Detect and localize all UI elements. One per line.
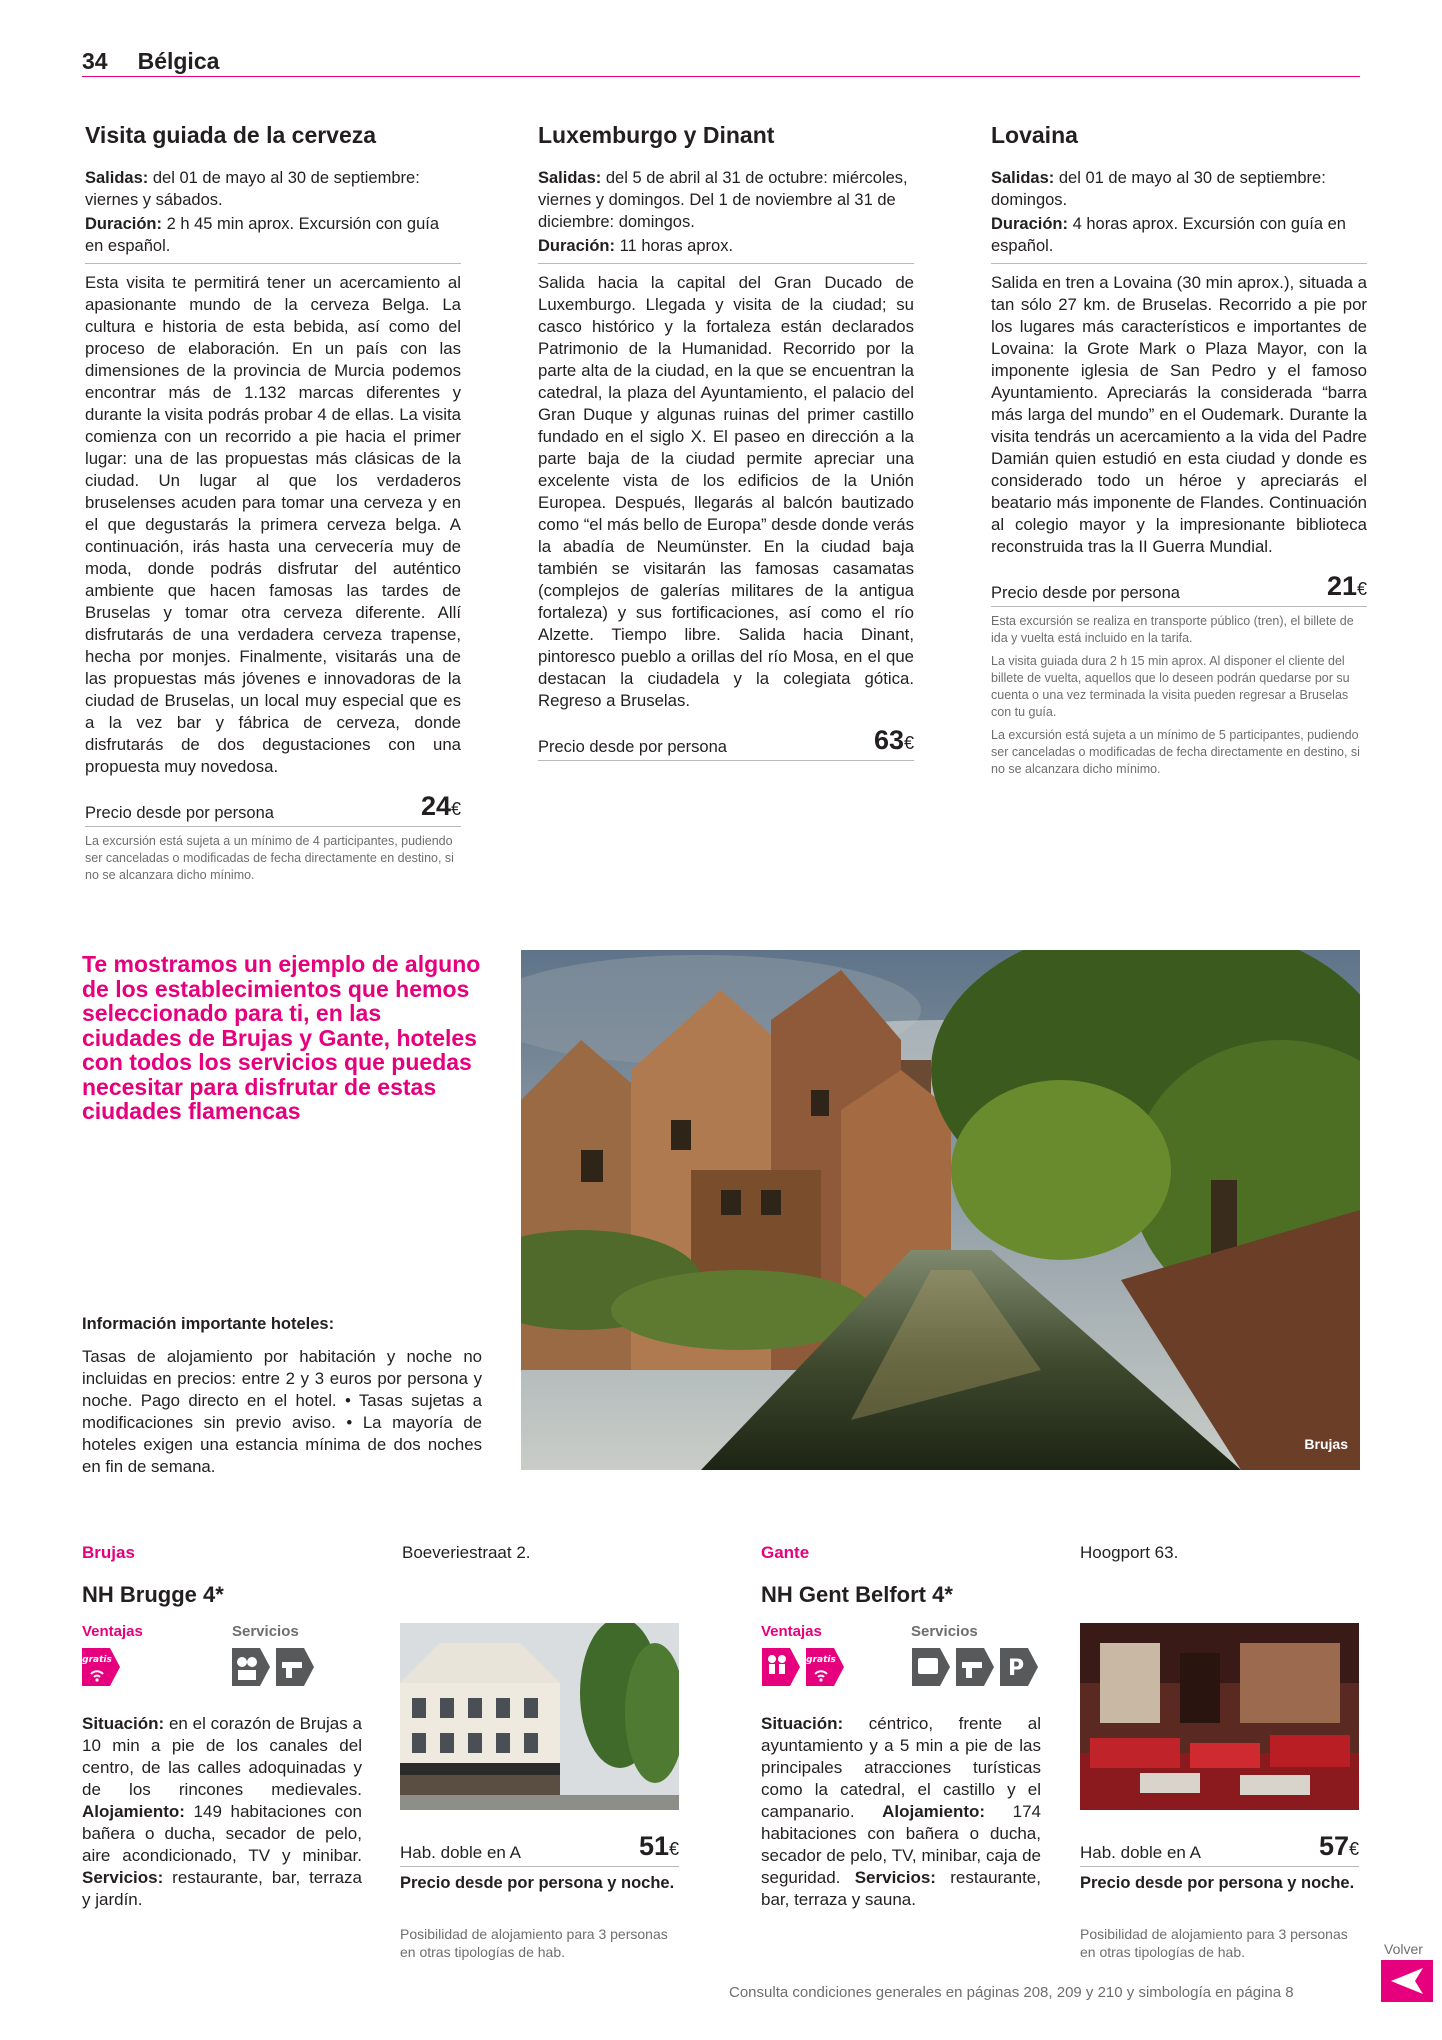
duration-text: 11 horas aprox. [615, 237, 734, 255]
excursion-meta: Salidas: del 5 de abril al 31 de octubre: miércoles, viernes y domingos. Del 1 de noviembre al 31 de diciembre: domingos. Duración: 11 horas aprox. [538, 169, 908, 255]
hotel-price: 57€ [1318, 1831, 1359, 1861]
room-service-icon [954, 1646, 996, 1688]
hotel-info-title: Información importante hoteles: [82, 1315, 335, 1333]
hotel-name: NH Brugge 4* [82, 1582, 224, 1607]
hotel-photo-gent [1080, 1623, 1359, 1810]
page-header [82, 48, 219, 75]
hotel-price-row [1080, 1832, 1359, 1867]
svg-text:P: P [1007, 1656, 1025, 1681]
price-value: 24€ [420, 791, 461, 821]
tv-icon [910, 1646, 952, 1688]
excursion-title: Luxemburgo y Dinant [538, 122, 775, 148]
hotel-photo-brugge [400, 1623, 679, 1810]
departures-text: del 5 de abril al 31 de octubre: miércoles, viernes y domingos. Del 1 de noviembre al 31 de diciembre: domingos. [538, 169, 908, 231]
excursion-note: La excursión está sujeta a un mínimo de 5 participantes, pudiendo ser canceladas o modificadas de fecha directamente en destino, si no se alcanzara dicho mínimo. [991, 728, 1360, 776]
divider [85, 263, 461, 264]
excursion-note: Esta excursión se realiza en transporte público (tren), el billete de ida y vuelta está incluido en la tarifa. [991, 614, 1354, 645]
price-label: Precio desde por persona [991, 584, 1180, 602]
page-title: Bélgica [137, 48, 220, 74]
divider [991, 263, 1367, 264]
advantages-label: Ventajas [82, 1623, 143, 1640]
page-number: 34 [82, 48, 108, 74]
svg-text:gratis: gratis [82, 1655, 112, 1665]
hotel-lobby-illustration [1080, 1623, 1359, 1810]
excursion-description: Salida hacia la capital del Gran Ducado de Luxemburgo. Llegada y visita de la ciudad; su casco histórico y la fortaleza están declarados Patrimonio de la Humanidad. Recorrido por la parte alta de la ciudad, en la que se encuentran la catedral, la plaza del Ayuntamiento, el palacio del Gran Duque y algunas ruinas del primer castillo fundado en el siglo X. El paseo en dirección a la parte baja de la ciudad permite apreciar una excelente vista de los edificios de la Unión Europea. Después, llegarás al balcón bautizado como “el más bello de Europa” desde donde verás la abadía de Neumünster. En la ciudad baja también se visitarán las famosas casamatas (complejos de galerías militares de la antigua fortaleza) y sus fortificaciones, así como el río Alzette. Tiempo libre. Salida hacia Dinant, pintoresco pueblo a orillas del río Mosa, en el que destacan la ciudadela y la colegiata gótica. Regreso a Bruselas. [538, 273, 914, 710]
excursion-meta: Salidas: del 01 de mayo al 30 de septiembre: domingos. Duración: 4 horas aprox. Excursión con guía en español. [991, 169, 1346, 255]
duration-text: 2 h 45 min aprox. Excursión con guía en español. [85, 215, 440, 255]
footer-conditions: Consulta condiciones generales en páginas 208, 209 y 210 y simbología en página 8 [729, 1984, 1294, 2001]
excursion-title: Lovaina [991, 122, 1078, 148]
price-value: 21€ [1326, 571, 1367, 601]
excursion-note: La visita guiada dura 2 h 15 min aprox. Al disponer el cliente del billete de vuelta, aquellos que lo deseen podrán quedarse por su cuenta o una vez terminada la visita pueden regresar a Bruselas con tu guía. [991, 654, 1350, 719]
bruges-canal-illustration [521, 950, 1360, 1470]
back-arrow-icon [1381, 1960, 1433, 2002]
hotel-info-text: Tasas de alojamiento por habitación y noche no incluidas en precios: entre 2 y 3 euros por persona y noche. Pago directo en el hotel. • Tasas sujetas a modificaciones sin previo aviso. • La mayoría de hoteles exigen una estancia mínima de dos noches en fin de semana. [82, 1347, 482, 1476]
back-label[interactable]: Volver [1384, 1941, 1423, 1957]
departures-text: del 01 de mayo al 30 de septiembre: viernes y sábados. [85, 169, 420, 209]
price-row [991, 572, 1367, 607]
price-description: Precio desde por persona y noche. [400, 1874, 675, 1892]
room-label: Hab. doble en A [400, 1843, 522, 1862]
hotel-address: Hoogport 63. [1080, 1543, 1179, 1562]
restaurant-icon [230, 1646, 272, 1688]
ninos-descuento-icon [760, 1646, 802, 1688]
header-divider [82, 76, 1360, 77]
price-label: Precio desde por persona [538, 738, 727, 756]
hotel-city: Brujas [82, 1543, 135, 1562]
parking-icon [998, 1646, 1040, 1688]
wifi-gratis-icon [804, 1646, 846, 1688]
room-label: Hab. doble en A [1080, 1843, 1202, 1862]
excursion-description: Salida en tren a Lovaina (30 min aprox.), situada a tan sólo 27 km. de Bruselas. Recorrido a pie por los lugares más característicos e importantes de Lovaina: la Grote Mark o Plaza Mayor, con la imponente iglesia de San Pedro y el famoso Ayuntamiento. Apreciarás la considerada “barra más larga del mundo” en el Oudemark. Durante la visita tendrás un acercamiento a la vida del Padre Damián quien estudió en esta ciudad y donde es considerado todo un héroe y apreciarás el beatario más imponente de Flandes. Continuación al colegio mayor y la impresionante biblioteca reconstruida tras la II Guerra Mundial. [991, 273, 1367, 556]
photo-caption: Brujas [1304, 1436, 1348, 1452]
svg-text:gratis: gratis [806, 1655, 836, 1665]
excursion-meta: Salidas: del 01 de mayo al 30 de septiembre: viernes y sábados. Duración: 2 h 45 min aprox. Excursión con guía en español. [85, 169, 440, 255]
hotel-address: Boeveriestraat 2. [402, 1543, 531, 1562]
excursion-description: Esta visita te permitirá tener un acercamiento al apasionante mundo de la cerveza Belga. La cultura e historia de esta bebida, así como del proceso de elaboración. En un país con las dimensiones de la provincia de Murcia podemos encontrar más de 1.132 marcas diferentes y durante la visita podrás probar 4 de ellas. La visita comienza con un recorrido a pie hacia el primer lugar: una de las propuestas más clásicas de la ciudad. Un lugar al que los verdaderos bruselenses acuden para tomar una cerveza y en el que degustarás la primera cerveza belga. A continuación, irás hasta una cervecería muy de moda, donde podrás disfrutar del auténtico ambiente que hacen famosas las tardes de Bruselas y tomar otra cerveza diferente. Allí disfrutarás de una verdadera cerveza trapense, hecha por monjes. Finalmente, visitarás una de las propuestas más jóvenes e innovadoras de la ciudad de Bruselas, un local muy especial que es a la vez bar y fábrica de cerveza, donde disfrutarás de dos degustaciones con una propuesta muy novedosa. [85, 273, 461, 776]
room-service-icon [274, 1646, 316, 1688]
hotel-price: 51€ [638, 1831, 679, 1861]
hotel-info [82, 1315, 482, 1478]
hotel-name: NH Gent Belfort 4* [761, 1582, 953, 1607]
excursion-title: Visita guiada de la cerveza [85, 122, 377, 148]
excursion-luxembourg-dinant [538, 122, 914, 761]
hotel-city: Gante [761, 1543, 810, 1562]
departures-text: del 01 de mayo al 30 de septiembre: domingos. [991, 169, 1326, 209]
price-row [538, 726, 914, 761]
services-label: Servicios [232, 1623, 299, 1640]
excursion-beer-tour [85, 122, 461, 884]
price-row [85, 792, 461, 827]
excursion-leuven [991, 122, 1367, 778]
divider [538, 263, 914, 264]
price-value: 63€ [873, 725, 914, 755]
hotel-price-row [400, 1832, 679, 1867]
back-button[interactable] [1381, 1960, 1433, 2002]
excursion-note: La excursión está sujeta a un mínimo de 4 participantes, pudiendo ser canceladas o modificadas de fecha directamente en destino, si no se alcanzara dicho mínimo. [85, 834, 454, 882]
price-description: Precio desde por persona y noche. [1080, 1874, 1355, 1892]
services-label: Servicios [911, 1623, 978, 1640]
hotel-description: Situación: en el corazón de Brujas a 10 min a pie de los canales del centro, de las calles adoquinadas y de los rincones medievales. Alojamiento: 149 habitaciones con bañera o ducha, secador de pelo, aire acondicionado, TV y minibar. Servicios: restaurante, bar, terraza y jardín. [82, 1714, 362, 1909]
wifi-gratis-icon [80, 1646, 122, 1688]
duration-text: 4 horas aprox. Excursión con guía en español. [991, 215, 1346, 255]
bruges-canal-photo [521, 950, 1360, 1470]
hotel-facade-illustration [400, 1623, 679, 1810]
promo-text: Te mostramos un ejemplo de alguno de los establecimientos que hemos seleccionado para ti, en las ciudades de Brujas y Gante, hoteles con todos los servicios que puedas necesitar para disfrutar de estas ciudades flamencas [82, 951, 481, 1124]
hotel-note: Posibilidad de alojamiento para 3 personas en otras tipologías de hab. [1080, 1926, 1348, 1960]
hotel-description: Situación: céntrico, frente al ayuntamiento y a 5 min a pie de las principales atracciones turísticas como la catedral, el castillo y el campanario. Alojamiento: 174 habitaciones con bañera o ducha, secador de pelo, TV, minibar, caja de seguridad. Servicios: restaurante, bar, terraza y sauna. [761, 1714, 1041, 1909]
hotel-note: Posibilidad de alojamiento para 3 personas en otras tipologías de hab. [400, 1926, 668, 1960]
advantages-label: Ventajas [761, 1623, 822, 1640]
price-label: Precio desde por persona [85, 804, 274, 822]
